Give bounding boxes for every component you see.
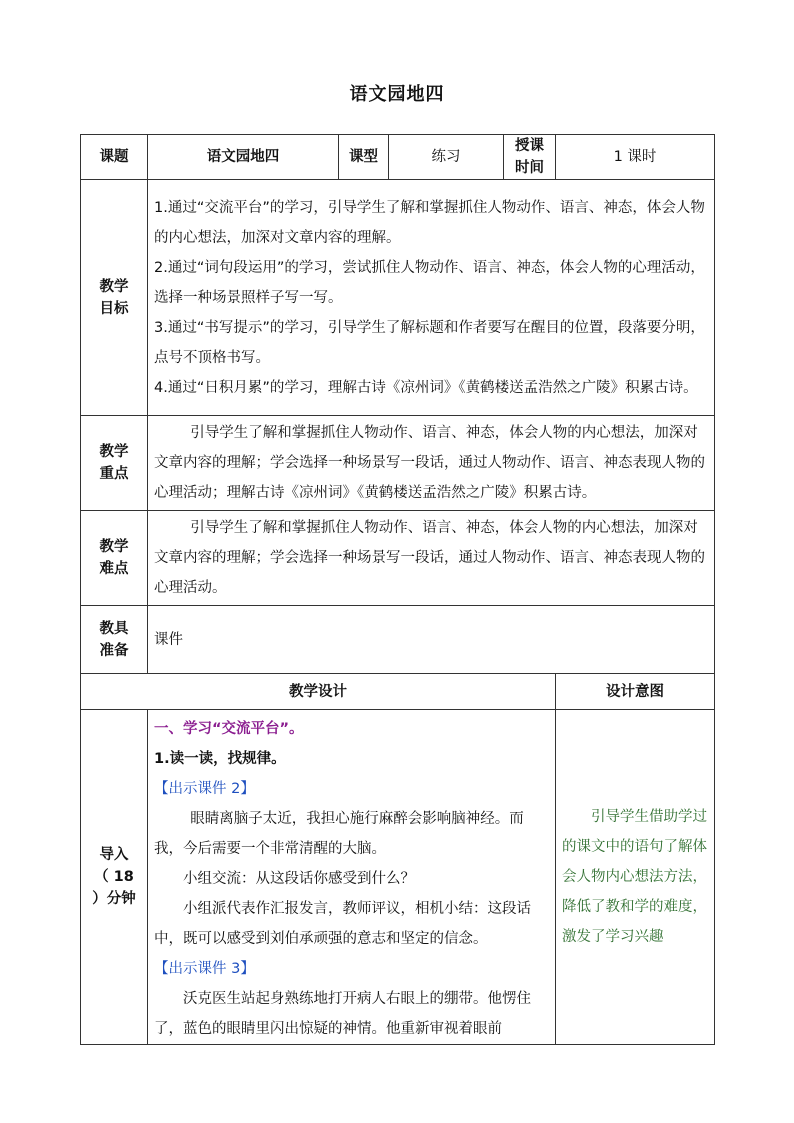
courseware-label [154,954,549,984]
objectives-label-line1: 教学 [99,278,129,295]
lesson-plan-table [80,134,715,1045]
key-points-label-line1: 教学 [99,444,129,460]
objective-item: 2.通过“词句段运用”的学习，尝试抓住人物动作、语言、神态，体会人物的心理活动，选择一种场景照样子写一写。 [154,259,705,306]
courseware-label [154,774,549,804]
courseware-open: 【出示课件 [154,961,232,977]
row-topic [81,135,715,180]
topic-value: 语文园地四 [148,135,339,180]
intro-label-line1: 导入 [99,847,129,863]
intro-intent-content: 引导学生借助学过的课文中的语句了解体会人物内心想法方法，降低了教和学的难度，激发了学习兴趣 [556,710,715,1045]
difficulties-content: 引导学生了解和掌握抓住人物动作、语言、神态，体会人物的内心想法，加深对文章内容的理解；学会选择一种场景写一段话，通过人物动作、语言、神态表现人物的心理活动。 [148,511,715,606]
objective-item: 4.通过“日积月累”的学习，理解古诗《凉州词》《黄鹤楼送孟浩然之广陵》积累古诗。 [154,379,698,396]
row-intro [81,710,715,1045]
courseware-number: 2 [231,781,241,797]
time-label [504,135,556,180]
courseware-open: 【出示课件 [154,781,232,797]
tools-label-line2: 准备 [99,642,129,659]
courseware-close: 】 [240,961,255,977]
type-value: 练习 [389,135,504,180]
paragraph: 小组派代表作汇报发言，教师评议，相机小结：这段话中，既可以感受到刘伯承顽强的意志和坚定的信念。 [154,901,531,947]
objective-item: 3.通过“书写提示”的学习，引导学生了解标题和作者要写在醒目的位置，段落要分明，点号不顶格书写。 [154,319,705,366]
objective-item: 1.通过“交流平台”的学习，引导学生了解和掌握抓住人物动作、语言、神态，体会人物的内心想法，加深对文章内容的理解。 [154,199,705,246]
row-key-points [81,416,715,511]
intro-design-content [148,710,556,1045]
key-points-label-line2: 重点 [99,466,129,482]
paragraph: 小组交流：从这段话你感受到什么？ [183,871,415,887]
tools-value: 课件 [148,606,715,674]
time-value: 1 课时 [556,135,715,180]
topic-label: 课题 [81,135,148,180]
design-header: 教学设计 [81,674,556,710]
objectives-label [81,180,148,416]
time-label-line2: 时间 [515,160,544,176]
type-label: 课型 [339,135,389,180]
row-difficulties [81,511,715,606]
objectives-content [148,180,715,416]
paragraph: 沃克医生站起身熟练地打开病人右眼上的绷带。他愣住了，蓝色的眼睛里闪出惊疑的神情。他重新审视着眼前 [154,991,531,1037]
time-label-line1: 授课 [515,138,544,154]
key-points-label [81,416,148,511]
sub-heading: 1.读一读，找规律。 [154,751,286,767]
key-points-content: 引导学生了解和掌握抓住人物动作、语言、神态，体会人物的内心想法，加深对文章内容的理解；学会选择一种场景写一段话，通过人物动作、语言、神态表现人物的心理活动；理解古诗《凉州词》《黄鹤楼送孟浩然之广陵》积累古诗。 [148,416,715,511]
row-tools [81,606,715,674]
difficulties-label-line1: 教学 [99,539,129,555]
objectives-label-line2: 目标 [99,300,129,317]
courseware-close: 】 [240,781,255,797]
intro-label-line3: ）分钟 [92,891,136,907]
difficulties-label [81,511,148,606]
page-title: 语文园地四 [349,84,445,105]
difficulties-label-line2: 难点 [99,561,129,577]
tools-label [81,606,148,674]
tools-label-line1: 教具 [99,620,129,637]
intro-label-line2: （ 18 [94,869,134,885]
intent-header: 设计意图 [556,674,715,710]
courseware-number: 3 [231,961,241,977]
section-heading: 一、学习“交流平台”。 [154,721,304,737]
row-objectives [81,180,715,416]
intro-label [81,710,148,1045]
row-design-header [81,674,715,710]
paragraph: 眼睛离脑子太近，我担心施行麻醉会影响脑神经。而我，今后需要一个非常清醒的大脑。 [154,811,524,857]
